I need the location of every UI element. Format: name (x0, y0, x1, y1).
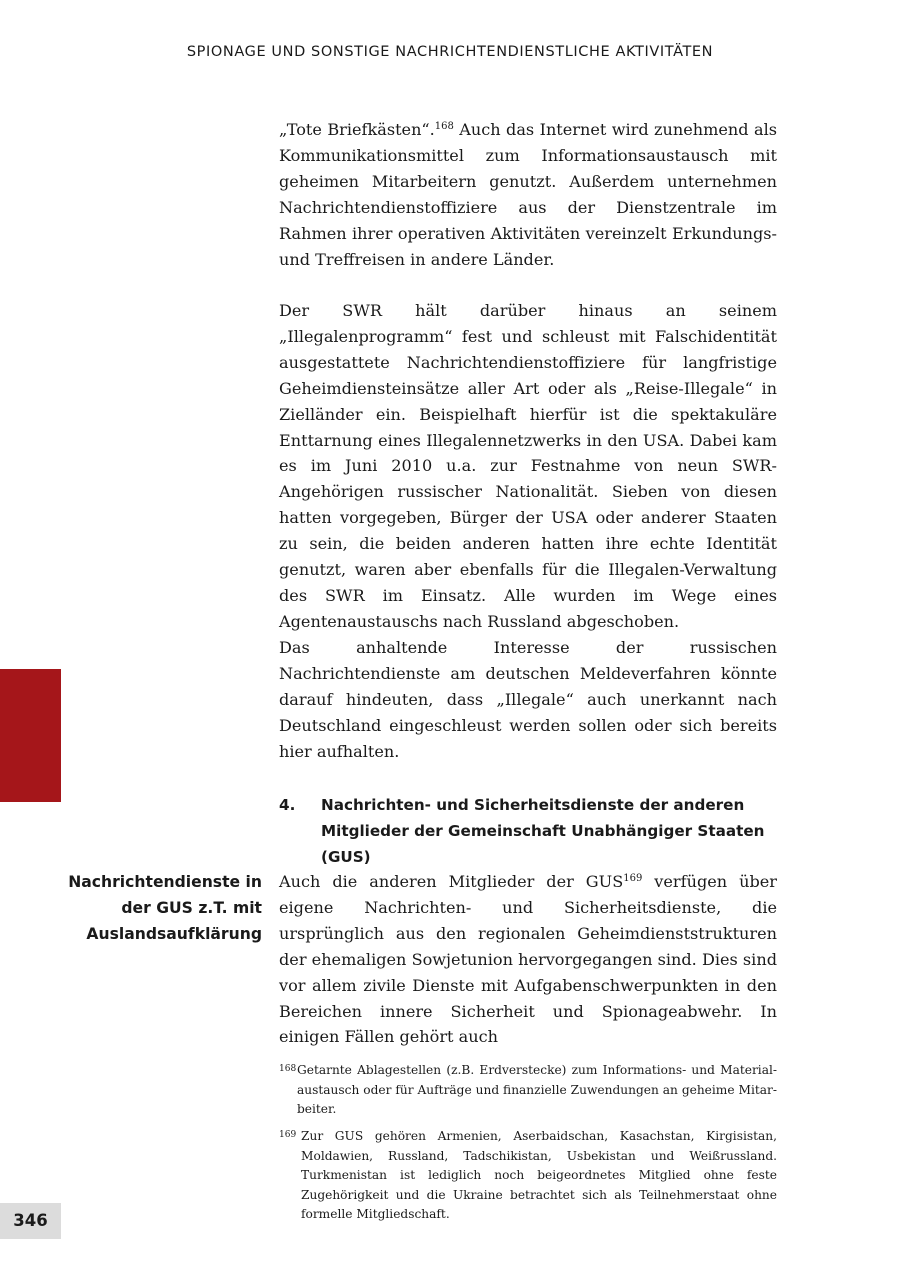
running-head: SPIONAGE UND SONSTIGE NACHRICHTENDIENSTLICHE AKTIVITÄTEN (186, 44, 714, 60)
paragraph-3: Das anhaltende Interesse der russischen Nachrichtendienste am deutschen Meldeverfahren könnte darauf hindeuten, dass „Illegale“ auch unerkannt nach Deutschland eingeschleust werden sollen oder sich bereits hier aufhalten. (279, 638, 777, 761)
paragraph-1-rest: Auch das Internet wird zunehmend als Kommunikationsmittel zum Informationsaustausch mit geheimen Mitarbeitern genutzt. Außerdem unternehmen Nachrichtendienstoffiziere aus der Dienstzentrale im Rahmen ihrer operativen Aktivitäten vereinzelt Erkundungs- und Treffreisen in andere Länder. (279, 120, 777, 269)
paragraph-2: Der SWR hält darüber hinaus an seinem „Illegalenprogramm“ fest und schleust mit Falschidentität ausgestattete Nachrichtendienstoffiziere für langfristige Geheimdiensteinsätze aller Art oder als „Reise-Illegale“ in Zielländer ein. Beispielhaft hierfür ist die spektakuläre Enttarnung eines Illegalennetzwerks in den USA. Dabei kam es im Juni 2010 u.a. zur Festnahme von neun SWR-Angehörigen russischer Nationalität. Sieben von diesen hatten vorgegeben, Bürger der USA oder anderer Staaten zu sein, die beiden anderen hatten ihre echte Identität genutzt, waren aber ebenfalls für die Illegalen-Verwaltung des SWR im Einsatz. Alle wurden im Wege eines Agentenaustauschs nach Russland abgeschoben. (279, 301, 777, 631)
paragraph-1 (279, 117, 777, 272)
footnote-number: 169 (279, 1130, 297, 1140)
page-number: 346 (0, 1203, 61, 1239)
paragraph-1-start: „Tote Briefkästen“. (279, 120, 435, 139)
footnote-text: Zur GUS gehören Armenien, Aserbaidschan, Kasachstan, Kirgisistan, Moldawien, Russland, Tadschikistan, Usbekistan und Weißrussland. Turkmenistan ist lediglich noch beigeordnetes Mitglied ohne feste Zugehörigkeit und die Ukraine betrachtet sich als Teilnehmerstaat ohne formelle Mitgliedschaft. (301, 1129, 777, 1221)
footnote-text: Getarnte Ablagestellen (z.B. Erdverstecke) zum Informations- und Materialaustausch oder für Aufträge und finanzielle Zuwendungen an geheime Mitarbeiter. (297, 1063, 777, 1116)
section-number: 4. (279, 796, 296, 814)
footnote-number: 168 (279, 1064, 297, 1074)
footnote-ref-168[interactable]: 168 (434, 121, 454, 132)
margin-note: Nachrichtendienste in der GUS z.T. mit Auslandsaufklärung (68, 873, 262, 943)
chapter-color-tab (0, 669, 61, 802)
footnote-ref-169[interactable]: 169 (623, 873, 643, 884)
paragraph-4-rest: verfügen über eigene Nachrichten- und Sicherheitsdienste, die ursprünglich aus den regionalen Geheimdienststrukturen der ehemaligen Sowjetunion hervorgegangen sind. Dies sind vor allem zivile Dienste mit Aufgabenschwerpunkten in den Bereichen innere Sicherheit und Spionageabwehr. In einigen Fällen gehört auch (279, 872, 777, 1047)
section-title: Nachrichten- und Sicherheitsdienste der anderen Mitglieder der Gemeinschaft Unabhängiger Staaten (GUS) (321, 796, 765, 866)
footnote-169 (279, 1127, 777, 1225)
paragraph-4-start: Auch die anderen Mitglieder der GUS (279, 872, 624, 891)
section-heading (279, 792, 777, 870)
paragraph-4 (279, 869, 777, 1050)
footnote-168 (279, 1061, 777, 1120)
